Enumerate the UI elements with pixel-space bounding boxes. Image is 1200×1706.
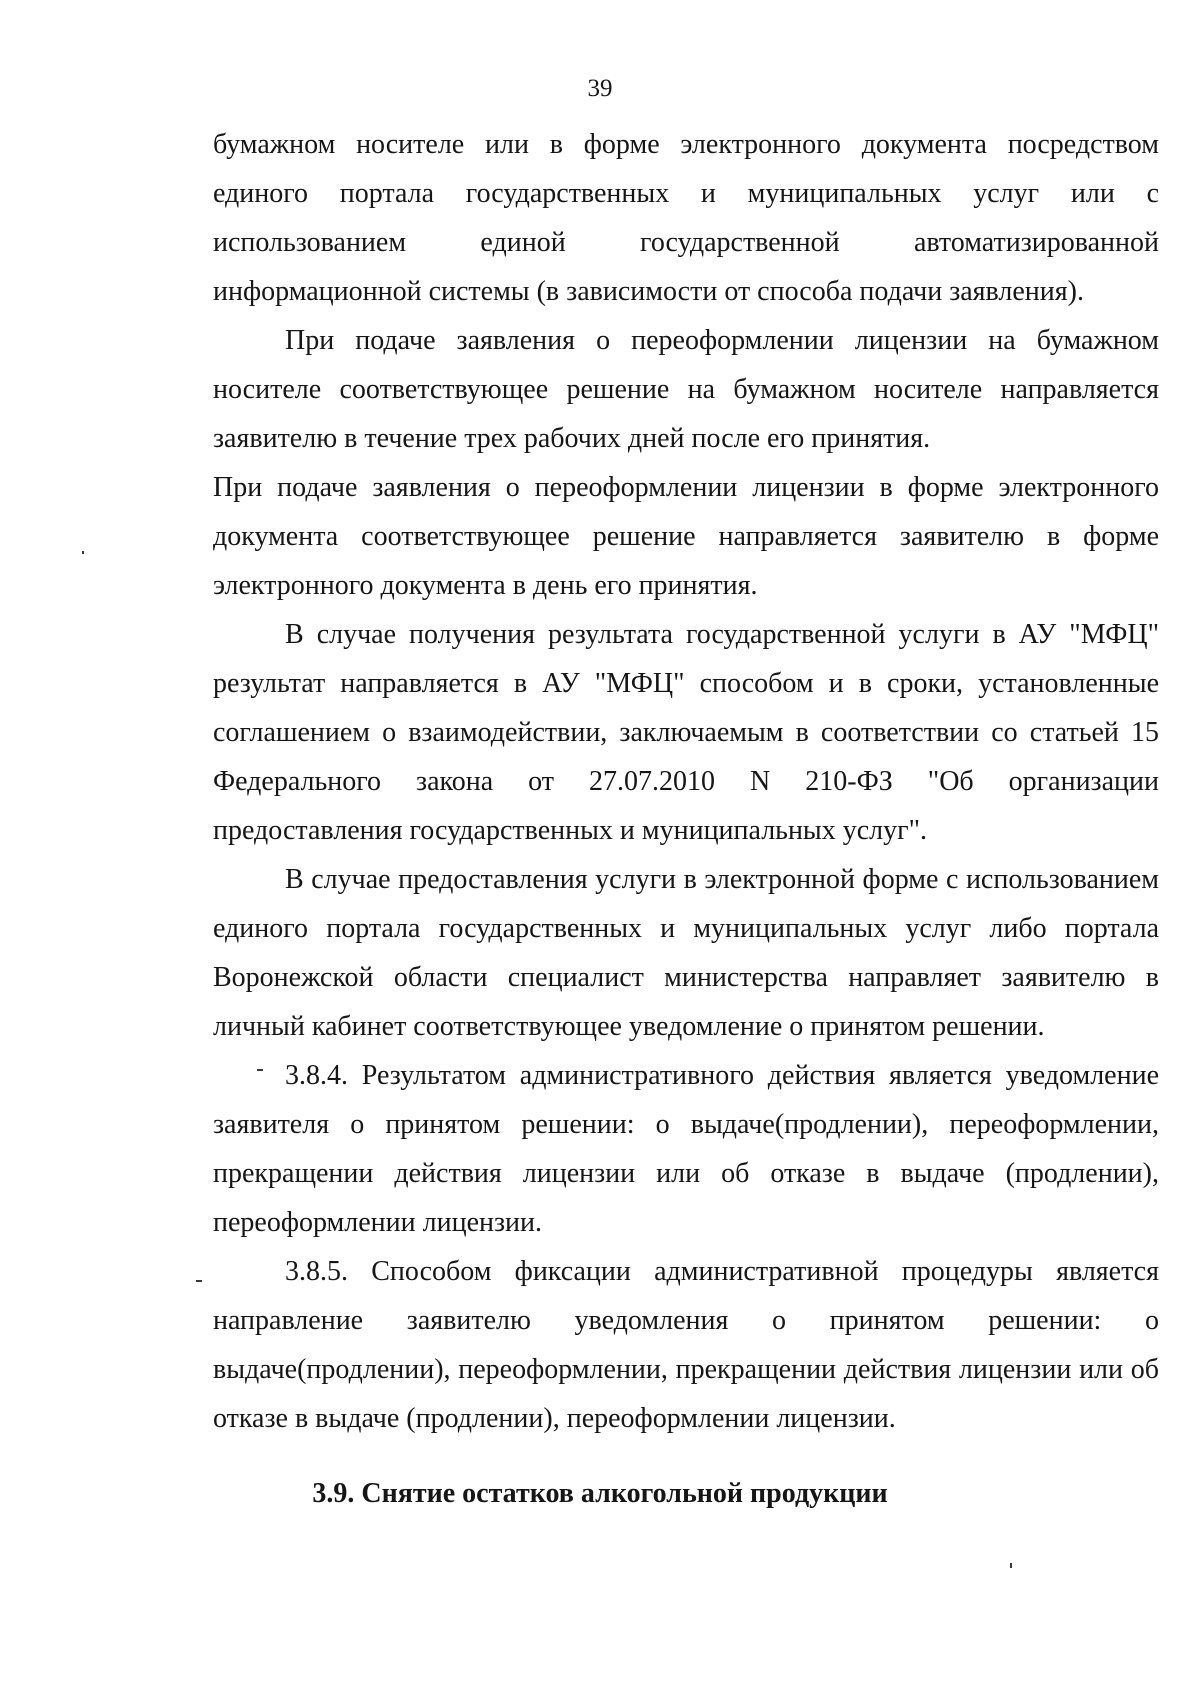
page-number: 39	[587, 75, 613, 102]
section-heading: 3.9. Снятие остатков алкогольной продукции	[312, 1478, 888, 1509]
paragraph-electronic-service: В случае предоставления услуги в электронной форме с использованием единого портала государственных и муниципальных услуг либо портала Воронежской области специалист министерства направляет заявителю в личный кабинет соответствующее уведомление о принятом решении.	[213, 864, 1159, 1042]
paragraph-3-8-5: 3.8.5. Способом фиксации административной процедуры является направление заявителю уведомления о принятом решении: о выдаче(продлении), переоформлении, прекращении действия лицензии или об отказе в выдаче (продлении), переоформлении лицензии.	[213, 1256, 1159, 1434]
paragraph-mfc-result: В случае получения результата государственной услуги в АУ "МФЦ" результат направляется в АУ "МФЦ" способом и в сроки, установленные соглашением о взаимодействии, заключаемым в соответствии со статьей 15 Федерального закона от 27.07.2010 N 210-ФЗ "Об организации предоставления государственных и муниципальных услуг".	[213, 619, 1159, 846]
scan-speck	[82, 551, 84, 554]
scan-speck	[1010, 1563, 1012, 1568]
scan-speck	[257, 1069, 263, 1071]
paragraph-continuation: бумажном носителе или в форме электронного документа посредством единого портала государственных и муниципальных услуг или с использованием единой государственной автоматизированной информационной системы (в зависимости от способа подачи заявления).	[213, 129, 1159, 307]
paragraph-electronic-reissue: При подаче заявления о переоформлении лицензии в форме электронного документа соответствующее решение направляется заявителю в форме электронного документа в день его принятия.	[213, 472, 1159, 601]
paragraph-paper-reissue: При подаче заявления о переоформлении лицензии на бумажном носителе соответствующее решение на бумажном носителе направляется заявителю в течение трех рабочих дней после его принятия.	[213, 325, 1159, 454]
scan-speck	[196, 1280, 202, 1282]
paragraph-3-8-4: 3.8.4. Результатом административного действия является уведомление заявителя о принятом решении: о выдаче(продлении), переоформлении, прекращении действия лицензии или об отказе в выдаче (продлении), переоформлении лицензии.	[213, 1060, 1159, 1238]
body-text	[213, 120, 1159, 1443]
